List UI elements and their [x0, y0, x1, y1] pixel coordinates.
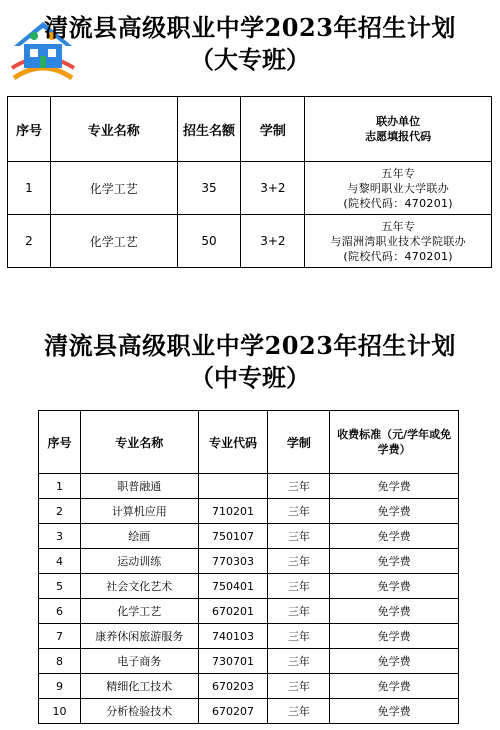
table-row: [39, 699, 459, 724]
cell-major: 绘画: [80, 524, 198, 549]
cell-fee: 免学费: [330, 474, 459, 499]
cell-fee: 免学费: [330, 674, 459, 699]
cell-major: 精细化工技术: [80, 674, 198, 699]
cell-fee: 免学费: [330, 549, 459, 574]
cell-duration: 三年: [268, 599, 330, 624]
cell-code: 750401: [198, 574, 268, 599]
cell-major: 职普融通: [80, 474, 198, 499]
table-row: [39, 549, 459, 574]
cell-index: 1: [39, 474, 81, 499]
cell-code: 710201: [198, 499, 268, 524]
cell-fee: 免学费: [330, 649, 459, 674]
header-index: 序号: [8, 97, 51, 162]
cell-index: 2: [39, 499, 81, 524]
table-row: [39, 499, 459, 524]
header-major: 专业名称: [80, 411, 198, 474]
cell-code: 770303: [198, 549, 268, 574]
table-row: [39, 474, 459, 499]
table-row: [39, 574, 459, 599]
college-plan-table: [7, 96, 492, 268]
cell-code: [198, 474, 268, 499]
table-row: [39, 624, 459, 649]
table-row: [39, 599, 459, 624]
header-partner: 联办单位 志愿填报代码: [305, 97, 492, 162]
cell-index: 7: [39, 624, 81, 649]
header-code: 专业代码: [198, 411, 268, 474]
partner-cell: 五年专 与湄洲湾职业技术学院联办 (院校代码：470201): [305, 215, 492, 268]
cell-fee: 免学费: [330, 574, 459, 599]
cell-duration: 三年: [268, 674, 330, 699]
section1-title: 清流县高级职业中学2023年招生计划: [44, 13, 456, 42]
cell-duration: 三年: [268, 474, 330, 499]
cell-index: 3: [39, 524, 81, 549]
cell-fee: 免学费: [330, 499, 459, 524]
cell-fee: 免学费: [330, 599, 459, 624]
header-duration: 学制: [268, 411, 330, 474]
table-row: [39, 524, 459, 549]
cell-fee: 免学费: [330, 524, 459, 549]
cell-major: 化学工艺: [80, 599, 198, 624]
cell-code: 670207: [198, 699, 268, 724]
cell-code: 670201: [198, 599, 268, 624]
cell-major: 社会文化艺术: [80, 574, 198, 599]
cell-duration: 三年: [268, 574, 330, 599]
table-header-row: [39, 411, 459, 474]
section2-subtitle: （中专班）: [190, 363, 310, 392]
header-fee: 收费标准（元/学年或免 学费）: [330, 411, 459, 474]
cell-index: 6: [39, 599, 81, 624]
cell-duration: 三年: [268, 499, 330, 524]
section1-subtitle: （大专班）: [190, 45, 310, 74]
cell-major: 康养休闲旅游服务: [80, 624, 198, 649]
cell-duration: 三年: [268, 549, 330, 574]
cell-major: 运动训练: [80, 549, 198, 574]
header-quota: 招生名额: [177, 97, 241, 162]
cell-index: 4: [39, 549, 81, 574]
cell-code: 730701: [198, 649, 268, 674]
partner-cell: 五年专 与黎明职业大学联办 (院校代码：470201): [305, 162, 492, 215]
cell-major: 分析检验技术: [80, 699, 198, 724]
cell-index: 5: [39, 574, 81, 599]
header-major: 专业名称: [50, 97, 177, 162]
header-index: 序号: [39, 411, 81, 474]
cell-code: 740103: [198, 624, 268, 649]
cell-duration: 三年: [268, 699, 330, 724]
cell-duration: 三年: [268, 524, 330, 549]
header-duration: 学制: [241, 97, 305, 162]
cell-major: 计算机应用: [80, 499, 198, 524]
table-body: [39, 474, 459, 724]
table-row: 2 化学工艺 50 3+2 五年专 与湄洲湾职业技术学院联办 (院校代码：470201): [8, 215, 492, 268]
cell-duration: 三年: [268, 649, 330, 674]
table-row: 1 化学工艺 35 3+2 五年专 与黎明职业大学联办 (院校代码：470201): [8, 162, 492, 215]
cell-index: 10: [39, 699, 81, 724]
secondary-plan-table: [38, 410, 459, 724]
cell-code: 750107: [198, 524, 268, 549]
table-row: [39, 674, 459, 699]
cell-major: 电子商务: [80, 649, 198, 674]
cell-index: 8: [39, 649, 81, 674]
table-header-row: [8, 97, 492, 162]
cell-duration: 三年: [268, 624, 330, 649]
cell-fee: 免学费: [330, 624, 459, 649]
cell-code: 670203: [198, 674, 268, 699]
cell-fee: 免学费: [330, 699, 459, 724]
cell-index: 9: [39, 674, 81, 699]
table-row: [39, 649, 459, 674]
section2-title: 清流县高级职业中学2023年招生计划: [44, 331, 456, 360]
